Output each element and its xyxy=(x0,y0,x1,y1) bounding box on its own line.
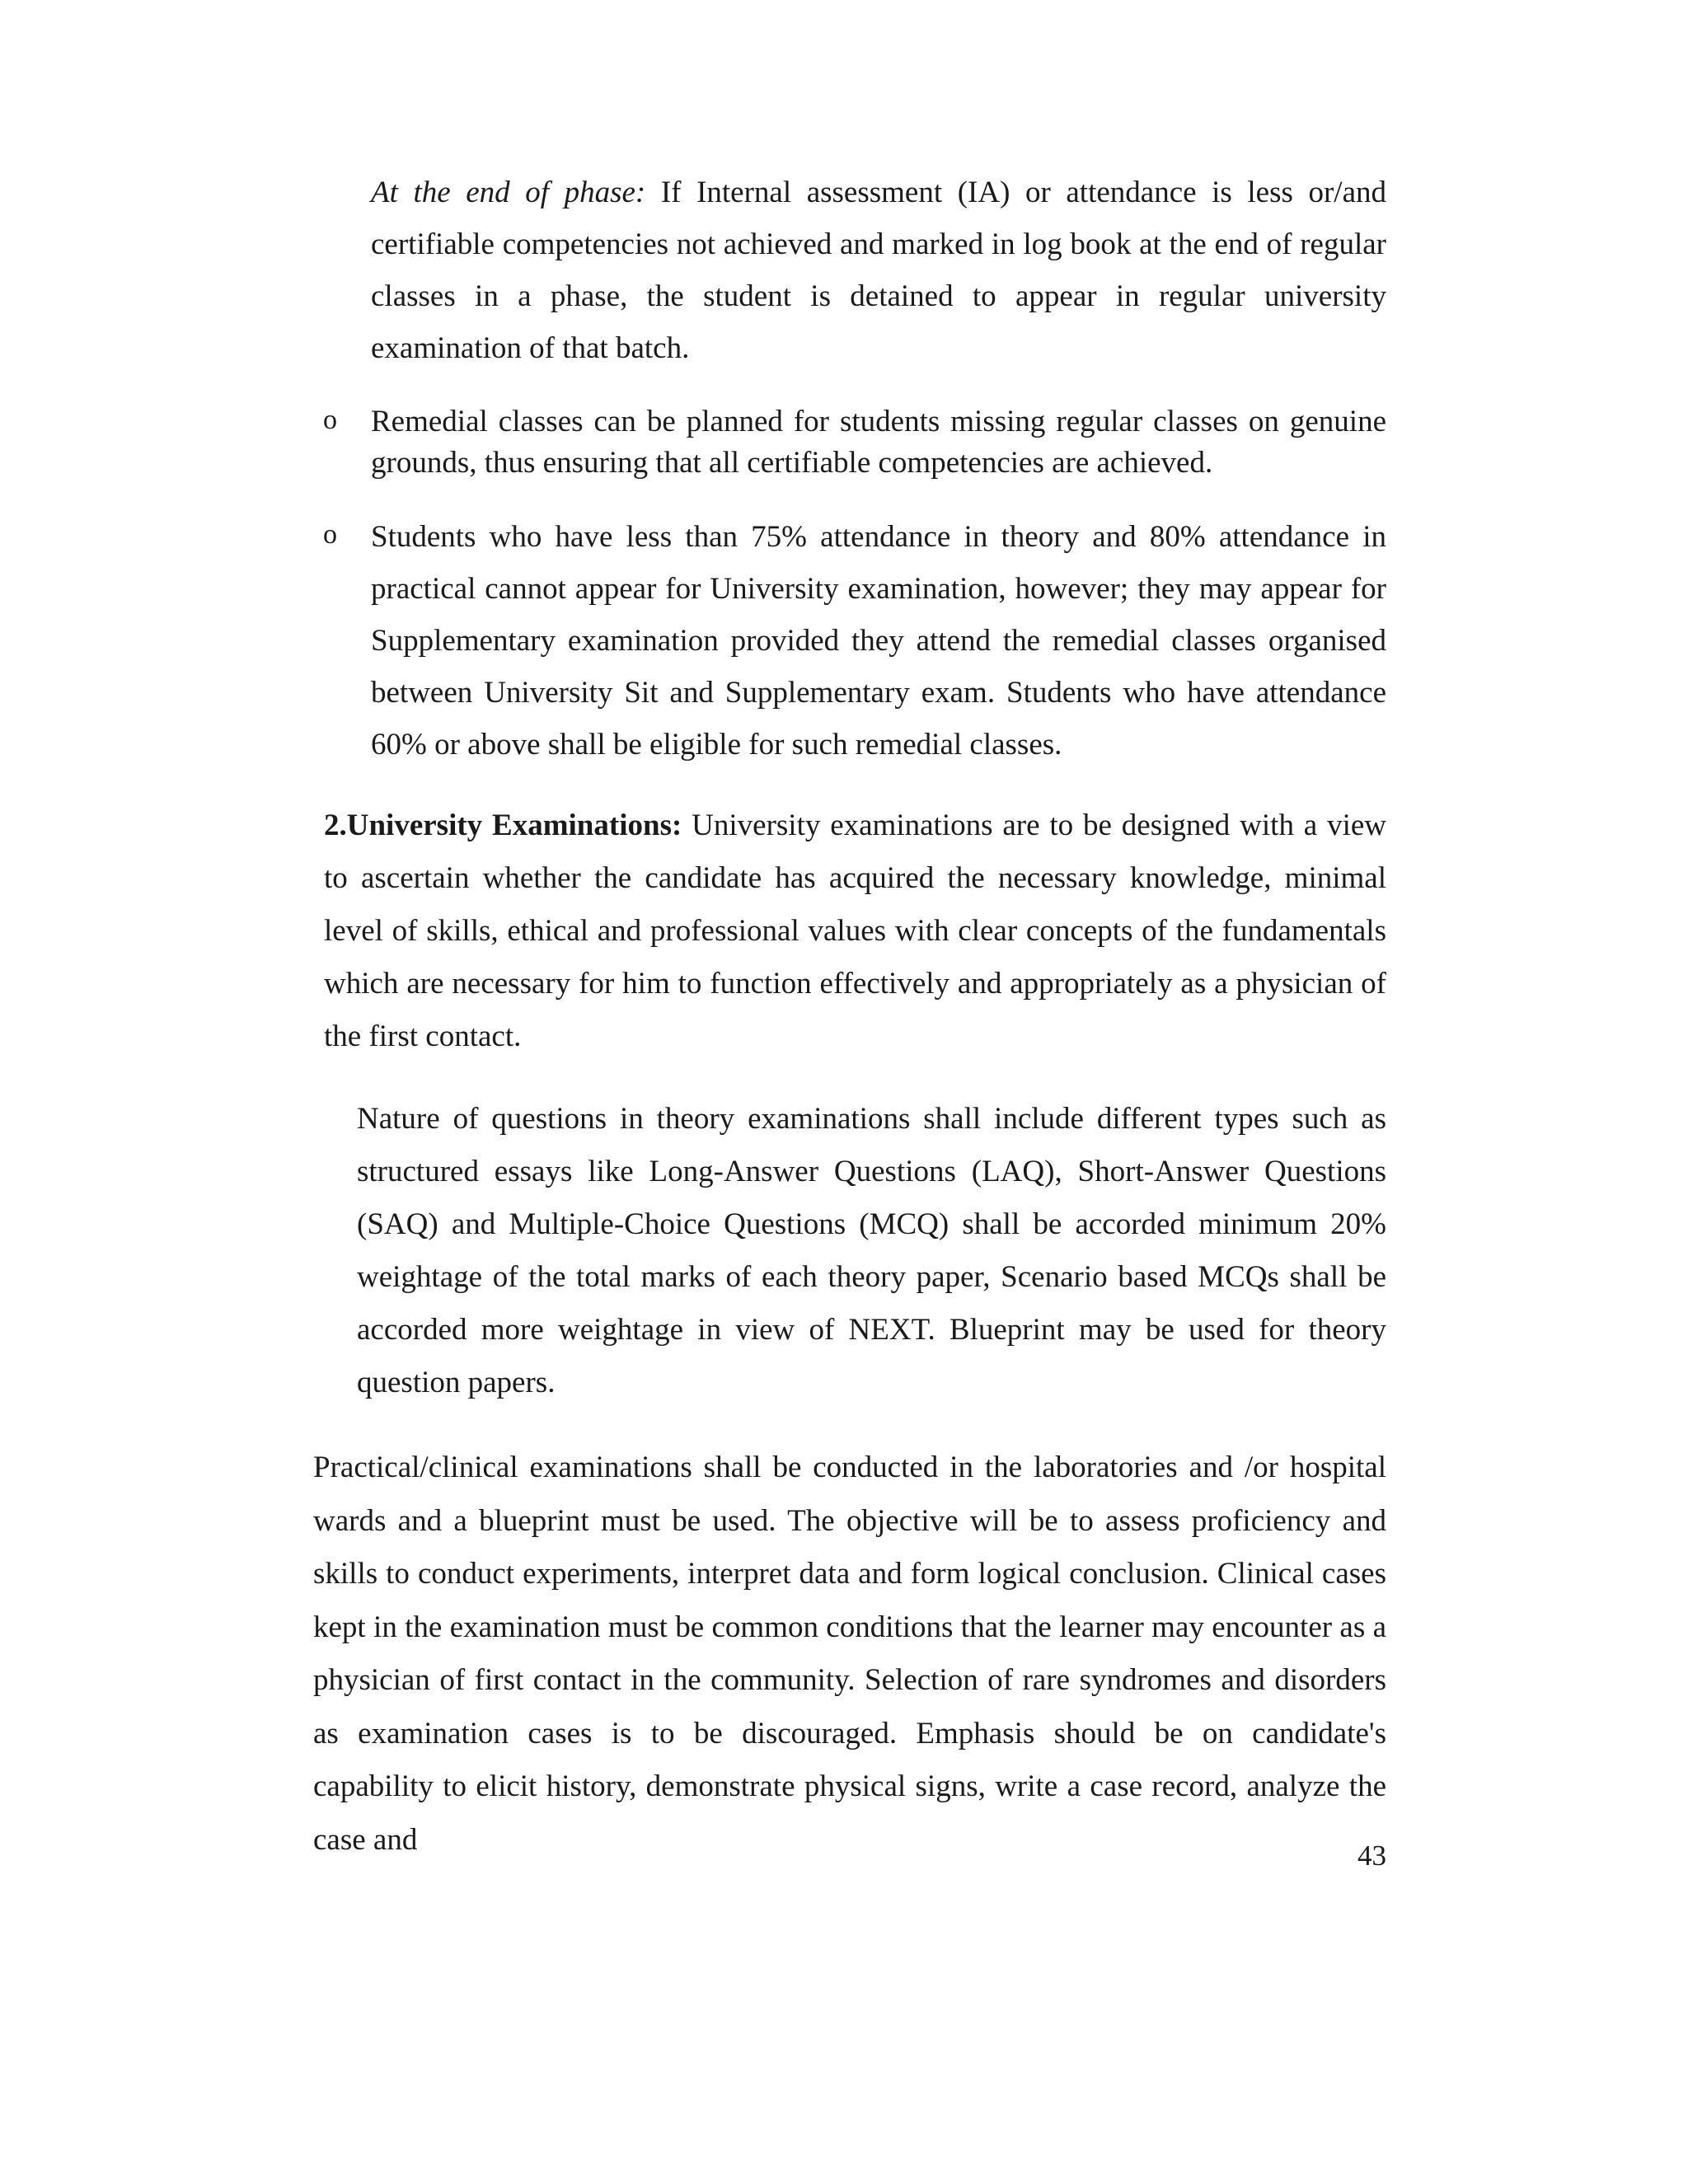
end-of-phase-paragraph xyxy=(371,166,1386,374)
bullet-marker: o xyxy=(323,519,337,550)
list-item-text: Remedial classes can be planned for students missing regular classes on genuine grounds, thus ensuring that all certifiable competencies are achieved. xyxy=(371,405,1386,480)
university-examinations-paragraph xyxy=(324,799,1386,1063)
bullet-marker: o xyxy=(323,405,337,435)
section-heading: 2.University Examinations: xyxy=(324,808,682,842)
end-of-phase-lead: At the end of phase: xyxy=(371,176,646,209)
page-number: 43 xyxy=(1357,1840,1386,1872)
section-body: University examinations are to be designed with a view to ascertain whether the candidate has acquired the necessary knowledge, minimal level of skills, ethical and professional values with clear concepts of the fundamentals which are necessary for him to function effectively and appropriately as a physician of the first contact. xyxy=(324,808,1386,1053)
theory-questions-paragraph: Nature of questions in theory examinations shall include different types such as structured essays like Long-Answer Questions (LAQ), Short-Answer Questions (SAQ) and Multiple-Choice Questions (MCQ) shall be accorded minimum 20% weightage of the total marks of each theory paper, Scenario based MCQs shall be accorded more weightage in view of NEXT. Blueprint may be used for theory question papers. xyxy=(357,1102,1386,1399)
practical-examinations-paragraph: Practical/clinical examinations shall be conducted in the laboratories and /or hospital wards and a blueprint must be used. The objective will be to assess proficiency and skills to conduct experiments, interpret data and form logical conclusion. Clinical cases kept in the examination must be common conditions that the learner may encounter as a physician of first contact in the community. Selection of rare syndromes and disorders as examination cases is to be discouraged. Emphasis should be on candidate's capability to elicit history, demonstrate physical signs, write a case record, analyze the case and xyxy=(313,1451,1386,1857)
end-of-phase-body: If Internal assessment (IA) or attendance is less or/and certifiable competencies not achieved and marked in log book at the end of regular classes in a phase, the student is detained to appear in regular university examination of that batch. xyxy=(371,176,1386,365)
list-item-text: Students who have less than 75% attendance in theory and 80% attendance in practical cannot appear for University examination, however; they may appear for Supplementary examination provided they attend the remedial classes organised between University Sit and Supplementary exam. Students who have attendance 60% or above shall be eligible for such remedial classes. xyxy=(371,520,1386,762)
